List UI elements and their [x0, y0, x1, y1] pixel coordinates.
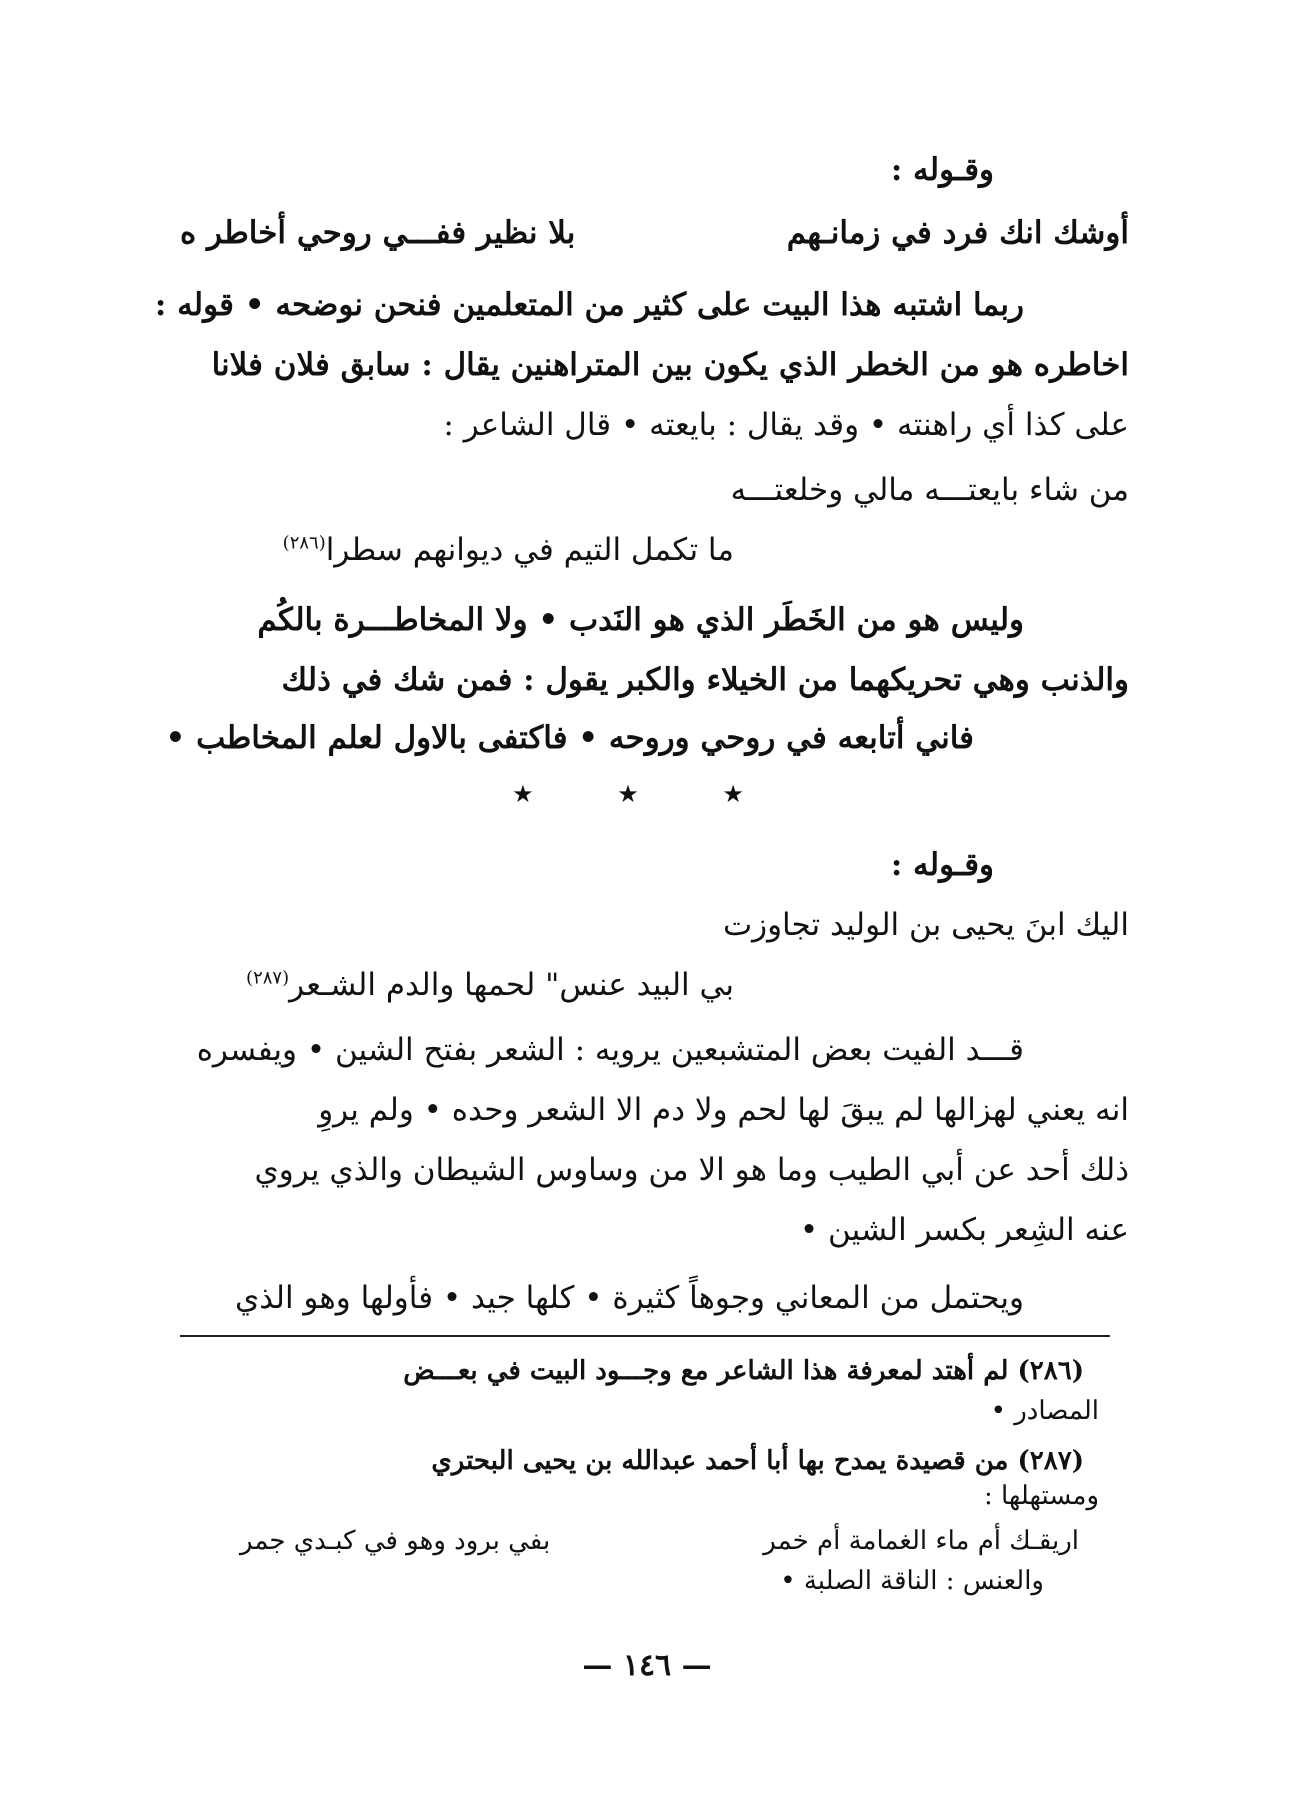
quote-line-2 — [283, 530, 734, 570]
body-line-8: انه يعني لهزالها لم يبقَ لها لحم ولا دم الا الشعر وحده • ولم يروِ — [318, 1092, 1129, 1128]
verse1-left-hemistich: بلا نظير ففـــي روحي أخاطر ه — [180, 215, 576, 251]
footnote-ref-286: (٢٨٦) — [282, 532, 326, 554]
verse2-line-2 — [246, 965, 734, 1005]
quote-line-1: من شاء بايعتـــه مالي وخلعتـــه — [730, 472, 1129, 508]
footnote-gloss: والعنس : الناقة الصلبة • — [780, 1566, 1044, 1596]
verse2-line-1: اليك ابنَ يحيى بن الوليد تجاوزت — [722, 907, 1129, 943]
body-line-10: عنه الشِعر بكسر الشين • — [799, 1212, 1129, 1248]
verse2-line-2-text: بي البيد عنس" لحمها والدم الشـعر — [289, 967, 734, 1003]
section-separator: ★ ★ ★ — [512, 780, 782, 808]
footnote-287-line-2: ومستهلها : — [983, 1481, 1099, 1511]
page-number: — ١٤٦ — — [582, 1648, 712, 1683]
body-line-11: ويحتمل من المعاني وجوهاً كثيرة • كلها جيد • فأولها وهو الذي — [234, 1280, 1024, 1316]
body-line-1: ربما اشتبه هذا البيت على كثير من المتعلمين فنحن نوضحه • قوله : — [154, 287, 1024, 323]
body-line-9: ذلك أحد عن أبي الطيب وما هو الا من وساوس الشيطان والذي يروي — [254, 1152, 1129, 1188]
body-line-6: فاني أتابعه في روحي وروحه • فاكتفى بالاول لعلم المخاطب • — [165, 720, 974, 756]
footnote-286-line-1: (٢٨٦) لم أهتد لمعرفة هذا الشاعر مع وجـــود البيت في بعـــض — [403, 1356, 1084, 1386]
body-line-4: وليس هو من الخَطَر الذي هو النَدب • ولا المخاطـــرة بالكُم — [257, 602, 1024, 638]
footnote-286-line-2: المصادر • — [990, 1396, 1099, 1426]
footnote-verse-right: اريقـك أم ماء الغمامة أم خمر — [763, 1526, 1079, 1556]
body-line-5: والذنب وهي تحريكهما من الخيلاء والكبر يقول : فمن شك في ذلك — [281, 662, 1129, 698]
footnote-rule — [180, 1335, 1110, 1337]
body-line-2: اخاطره هو من الخطر الذي يكون بين المتراهنين يقال : سابق فلان فلانا — [211, 347, 1129, 383]
section2-heading: وقـوله : — [890, 847, 994, 883]
body-line-3: على كذا أي راهنته • وقد يقال : بايعته • قال الشاعر : — [443, 407, 1129, 443]
verse1-right-hemistich: أوشك انك فرد في زمانـهم — [786, 215, 1129, 251]
quote-line-2-text: ما تكمل التيم في ديوانهم سطرا — [325, 532, 734, 568]
footnote-287-line-1: (٢٨٧) من قصيدة يمدح بها أبا أحمد عبدالله بن يحيى البحتري — [431, 1446, 1084, 1476]
footnote-ref-287: (٢٨٧) — [246, 967, 290, 989]
body-line-7: قـــد الفيت بعض المتشبعين يرويه : الشعر بفتح الشين • ويفسره — [196, 1032, 1024, 1068]
footnote-verse-left: بفي برود وهو في كبـدي جمر — [240, 1526, 551, 1556]
section1-heading: وقـوله : — [890, 152, 994, 188]
